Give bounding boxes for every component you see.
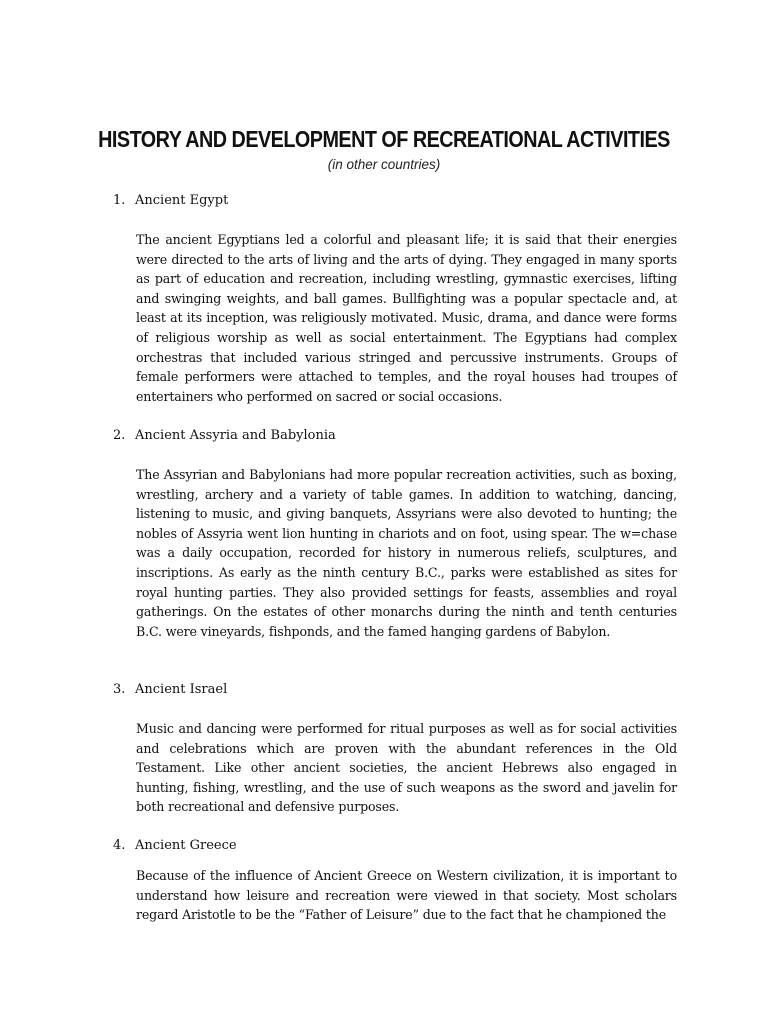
section-heading (113, 191, 228, 211)
section-number: 4. (113, 838, 126, 853)
section-paragraph: The ancient Egyptians led a colorful and pleasant life; it is said that their energies were directed to the arts of living and the arts of dying. They engaged in many sports as part of education and recreation, including wrestling, gymnastic exercises, lifting and swinging weights, and ball games. Bullfighting was a popular spectacle and, at least at its inception, was religiously motivated. Music, drama, and dance were forms of religious worship as well as social entertainment. The Egyptians had complex orchestras that included various stringed and percussive instruments. Groups of female performers were attached to temples, and the royal houses had troupes of entertainers who performed on sacred or social occasions. (136, 232, 677, 404)
section-heading-text: Ancient Greece (135, 838, 237, 853)
section-number: 3. (113, 682, 126, 697)
section-heading-text: Ancient Israel (135, 682, 228, 697)
section-heading (113, 836, 237, 856)
section-paragraph: The Assyrian and Babylonians had more popular recreation activities, such as boxing, wrestling, archery and a variety of table games. In addition to watching, dancing, listening to music, and giving banquets, Assyrians were also devoted to hunting; the nobles of Assyria went lion hunting in chariots and on foot, using spear. The w=chase was a daily occupation, recorded for history in numerous reliefs, sculptures, and inscriptions. As early as the ninth century B.C., parks were established as sites for royal hunting parties. They also provided settings for feasts, assemblies and royal gatherings. On the estates of other monarchs during the ninth and tenth centuries B.C. were vineyards, fishponds, and the famed hanging gardens of Babylon. (136, 467, 677, 639)
section-paragraph: Because of the influence of Ancient Greece on Western civilization, it is important to understand how leisure and recreation were viewed in that society. Most scholars regard Aristotle to be the “Father of Leisure” due to the fact that he championed the (136, 868, 677, 923)
section-number: 2. (113, 428, 126, 443)
section-heading (113, 426, 336, 446)
section-heading-text: Ancient Egypt (135, 193, 229, 208)
section-number: 1. (113, 193, 126, 208)
section-heading-text: Ancient Assyria and Babylonia (135, 428, 336, 443)
section-paragraph: Music and dancing were performed for ritual purposes as well as for social activities and celebrations which are proven with the abundant references in the Old Testament. Like other ancient societies, the ancient Hebrews also engaged in hunting, fishing, wrestling, and the use of such weapons as the sword and javelin for both recreational and defensive purposes. (136, 721, 677, 815)
section-heading (113, 680, 227, 700)
page-title: HISTORY AND DEVELOPMENT OF RECREATIONAL ACTIVITIES (98, 126, 670, 152)
page-subtitle: (in other countries) (327, 157, 441, 172)
